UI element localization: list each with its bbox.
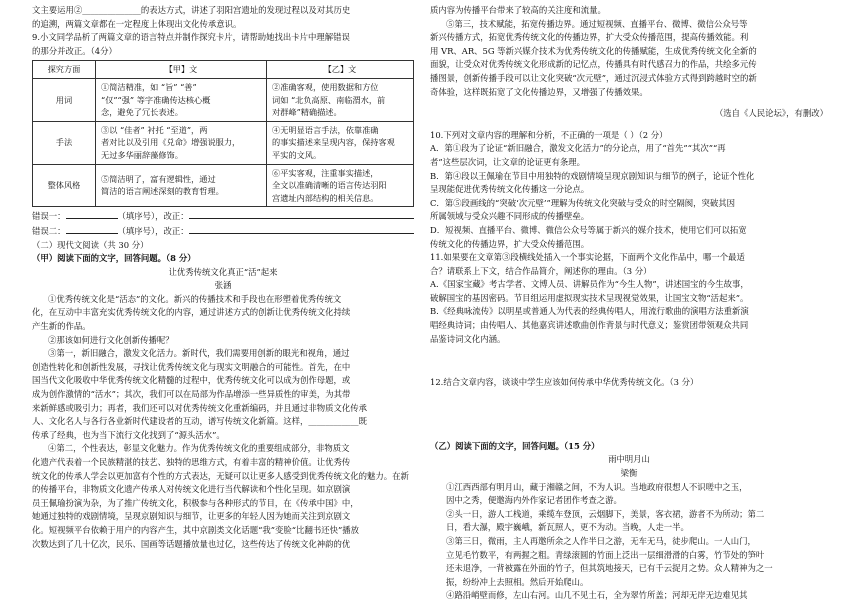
paragraph-line: 新兴传播方式，拓宽优秀传统文化的传播边界，扩大受众传播范围，提高传播效能。利 bbox=[430, 32, 749, 43]
intro-block bbox=[32, 0, 414, 58]
error-line-1 bbox=[32, 209, 414, 224]
question-10: 10.下列对文章内容的理解和分析，不正确的一项是（ ）（2 分） bbox=[430, 129, 668, 140]
paragraph-line: 成为创作激情的“活水”；其次，我们可以在局部为作品增添一些异质性的审美，为其带 bbox=[32, 389, 351, 400]
cell-line: 无过多华丽辞藻修饰。 bbox=[101, 149, 183, 160]
table-row bbox=[33, 78, 414, 121]
paragraph-line: 还未退净，一背被露在外面的竹子，但其筑地接天，已有千云捉月之势。众人精神为之一 bbox=[446, 563, 773, 574]
paragraph-line: ③第三日，微雨，主人再邀所余之人作半日之游，无车无马，徒步爬山。一人山门， bbox=[446, 536, 756, 546]
cell-line: 全文以准确清晰的语言传达羽阳 bbox=[272, 180, 387, 191]
analysis-table bbox=[32, 60, 414, 207]
yi-article-body bbox=[430, 481, 828, 603]
aspect-cell: 手法 bbox=[33, 121, 96, 164]
option-line: 呈现能促进优秀传统文化传播这一分论点。 bbox=[430, 184, 590, 195]
cell-line: “仅”“强” 等字准确传达核心概 bbox=[101, 94, 211, 105]
paragraph-line: ①优秀传统文化是“活态”的文化。新兴的传播技术和手段也在形塑着优秀传统文 bbox=[48, 293, 342, 304]
cell-line: 平实的文风。 bbox=[272, 149, 322, 160]
paragraph-line: 化，在互动中丰富充实优秀传统文化的内容，通过讲述方式的创新让优秀传统文化持续 bbox=[32, 307, 351, 318]
cell-line: 词如 “北负高原、南临渭水，前 bbox=[272, 94, 386, 105]
aspect-cell: 用词 bbox=[33, 78, 96, 121]
article-body-continued bbox=[430, 0, 828, 99]
paragraph-line: 创造性转化和创新性发展，寻找让优秀传统文化与现实文明融合的可能性。首先，在中 bbox=[32, 361, 351, 372]
paragraph-line: 化。短视频平台依赖于用户的内容产生，其中京剧类文化话题“我”变脸“比翻书还快”播放 bbox=[32, 524, 359, 535]
question-9-line: 的那分并改正。（4分） bbox=[32, 45, 117, 56]
yi-cell bbox=[267, 164, 414, 207]
jia-cell bbox=[96, 78, 267, 121]
cell-line: 者对比以及引用《兑命》增强说服力， bbox=[101, 137, 241, 148]
jia-heading: （甲）阅读下面的文字，回答问题。（8 分） bbox=[32, 253, 196, 264]
paragraph-line: 她通过独特的戏剧情境，呈现京剧知识与细节，让更多的年轻人因为她而关注到京剧文 bbox=[32, 511, 351, 522]
paragraph-line: 面貌，让受众对优秀传统文化形成新的记忆点，传播具有时代感召力的作品，共绘多元传 bbox=[430, 59, 757, 70]
paragraph-line: ②头一日，游人工栈道，乘缆车登顶，云烟脚下，美景，客衣裙，游者不为所动；第二 bbox=[446, 508, 765, 519]
answer-blank[interactable] bbox=[189, 224, 414, 234]
paragraph-line: ③第一，新旧融合，激发文化活力。新时代，我们需要用创新的眼光和视角，通过 bbox=[48, 348, 350, 359]
cell-line: ②准确客观，使用数据和方位 bbox=[272, 81, 379, 92]
table-row bbox=[33, 164, 414, 207]
cell-line: 的事实描述来呈现内容，保持客观 bbox=[272, 137, 395, 148]
cell-line: 念，避免了冗长表述。 bbox=[101, 107, 183, 118]
paragraph-line: 人、文化名人与各行各业新时代建设者的互动，谱写传统文化新篇。这样，____________既 bbox=[32, 416, 367, 427]
option-line: D．短视频、直播平台、微博、微信公众号等属于新兴的媒介技术，使用它们可以拓宽 bbox=[430, 224, 747, 235]
paragraph-line: ⑤第三，技术赋能，拓宽传播边界。通过短视频、直播平台、微博、微信公众号等 bbox=[446, 18, 748, 29]
source-note: （选自《人民论坛》，有删改） bbox=[714, 108, 828, 119]
question-11-line: 唱经典诗词；由传唱人、其他嘉宾讲述歌曲创作背景与时代意义；鉴赏团带领观众共同 bbox=[430, 320, 749, 331]
yi-cell bbox=[267, 78, 414, 121]
cell-line: ③以 “佳者” 衬托 “至道”，两 bbox=[101, 124, 208, 135]
paragraph-line: ②那该如何进行文化创新传播呢？ bbox=[48, 334, 174, 345]
paragraph-line: 产生新的作品。 bbox=[32, 321, 91, 332]
cell-line: ⑤简洁明了，富有逻辑性，通过 bbox=[101, 173, 216, 184]
paragraph-line: 次数达到了几十亿次，民乐、国画等话题播放量也过亿，这些传达了传统文化神韵的优 bbox=[32, 538, 351, 549]
yi-article-author: 梁衡 bbox=[620, 468, 638, 479]
intro-line: 文主要运用②______________的表达方式，讲述了羽阳宫遗址的发现过程以及对其历史 bbox=[32, 5, 351, 15]
answer-blank[interactable] bbox=[189, 209, 414, 219]
paragraph-line: 化遗产代表着一个民族精湛的技艺、独特的思维方式，有着丰富的精神价值。让优秀传 bbox=[32, 457, 351, 467]
table-row bbox=[33, 121, 414, 164]
paragraph-line: 因中之秀，便邀海内外作家记者团作考查之游。 bbox=[446, 495, 622, 506]
question-11-line: 11.如果要在文章第③段横线处插入一个事实论据，下面两个文化作品中，哪一个最适 bbox=[430, 252, 745, 263]
paragraph-line: 奇体验，这样既拓宽了文化传播边界，又增强了传播效果。 bbox=[430, 86, 648, 97]
error-line-2 bbox=[32, 224, 414, 239]
cell-line: 宫遗址内部结构的相关信息。 bbox=[272, 192, 379, 203]
paragraph-line: 统文化的传承人学会以更加富有个性的方式表达，无疑可以让更多人感受到优秀传统文化的魅力。在新 bbox=[32, 470, 409, 481]
article-title: 让优秀传统文化真正“活”起来 bbox=[168, 266, 278, 277]
section-heading: （二）现代文阅读（共 30 分） bbox=[32, 239, 149, 250]
question-11 bbox=[430, 251, 828, 346]
question-9-line: 9.小文同学品析了两篇文章的语言特点并制作探究卡片，请帮助她找出卡片中理解错误 bbox=[32, 32, 350, 43]
question-12: 12.结合文章内容，谈谈中学生应该如何传承中华优秀传统文化。（3 分） bbox=[430, 377, 699, 388]
error-label: 错误二： bbox=[32, 225, 66, 236]
question-11-line: 破解国宝的基因密码。节目组运用虚拟现实技术呈现视觉效果，让国宝文物“活起来”。 bbox=[430, 292, 749, 303]
cell-line: ⑥平实客观，注重事实描述， bbox=[272, 167, 379, 178]
paragraph-line: 播图景，创新传播手段可以让文化突破“次元壁”，通过沉浸式体验方式得到跨越时空的新 bbox=[430, 72, 757, 83]
question-10-options bbox=[430, 142, 828, 251]
option-line: A．第①段为了论证“新旧融合，激发文化活力”的分论点，用了“首先”“其次”“再 bbox=[430, 143, 726, 154]
paragraph-line: 立见毛竹数平，有两握之粗。青绿滚圆的竹面上泛出一层细滑滑的白雾，竹节处的笋叶 bbox=[446, 549, 765, 560]
option-line: 所属领域与受众兴趣不同形成的传播壁垒。 bbox=[430, 211, 590, 222]
paragraph-line: ④路沿峭壁而修，左山右河。山几不见土石，全为翠竹所盖；河却无岸无边难见其 bbox=[446, 590, 748, 601]
aspect-cell: 整体风格 bbox=[33, 164, 96, 207]
cell-line: ①简洁精准，如 “旨” “善” bbox=[101, 81, 197, 92]
left-column bbox=[32, 0, 414, 607]
cell-line: ④无明显语言手法，依靠准确 bbox=[272, 124, 379, 135]
question-11-line: 合？请联系上下文，结合作品简介，阐述你的理由。（3 分） bbox=[430, 265, 652, 276]
article-body bbox=[32, 293, 414, 551]
error-label: 错误一： bbox=[32, 211, 66, 222]
question-11-line: A.《国家宝藏》考古学者、文博人员、讲解员作为“今生人物”，讲述国宝的今生故事， bbox=[430, 279, 749, 290]
answer-blank[interactable] bbox=[66, 224, 118, 234]
paragraph-line: 员王佩瑜扮演为杂，为了推广传统文化，积极参与各种形式的节目，在《传承中国》中， bbox=[32, 497, 359, 508]
option-line: C．第⑤段画线的“突破‘次元壁’”理解为传统文化突破与受众的时空隔阂，突破其因 bbox=[430, 197, 736, 208]
paragraph-line: 传承了经典，也为当下流行文化找到了“源头活水”。 bbox=[32, 429, 225, 440]
error-hint: （填序号），改正： bbox=[117, 211, 189, 222]
option-line: 传统文化的传播边界，扩大受众传播范围。 bbox=[430, 238, 590, 249]
paragraph-line: 来新鲜感或吸引力；再者，我们还可以对优秀传统文化重新编码，并且通过非物质文化传承 bbox=[32, 402, 367, 413]
paragraph-line: 的传播平台，非物质文化遗产传承人对传统文化进行当代解读和个性化呈现。如京剧演 bbox=[32, 484, 351, 495]
paragraph-line: ①江西西部有明月山，藏于湘赣之间，不为人识。当地政府很想人不识嗟中之玉， bbox=[446, 481, 748, 492]
yi-heading: （乙）阅读下面的文字，回答问题。（15 分） bbox=[430, 440, 600, 451]
table-header-row bbox=[33, 61, 414, 79]
error-hint: （填序号），改正： bbox=[117, 225, 189, 236]
option-line: B．第④段以王佩瑜在节目中用独特的戏剧情境呈现京剧知识与细节的例子，论证个性化 bbox=[430, 170, 755, 181]
question-11-line: 品鉴诗词文化内涵。 bbox=[430, 333, 506, 344]
table-header-cell: 探究方面 bbox=[33, 61, 96, 79]
paragraph-line: 振，纷纷冲上去照相。然后开始爬山。 bbox=[446, 576, 589, 587]
yi-article-title: 雨中明月山 bbox=[608, 454, 650, 465]
jia-cell bbox=[96, 164, 267, 207]
yi-cell bbox=[267, 121, 414, 164]
cell-line: 简洁的语言阐述深刻的教育哲理。 bbox=[101, 186, 224, 197]
cell-line: 对群峰”精确描述。 bbox=[272, 107, 342, 118]
paragraph-line: 用 VR、AR、5G 等新兴媒介技术为优秀传统文化的传播赋能，生成优秀传统文化全新的 bbox=[430, 45, 757, 56]
paragraph-line: ④第二，个性表达，彰显文化魅力。作为优秀传统文化的重要组成部分，非物质文 bbox=[48, 443, 350, 454]
table-header-cell: 【甲】文 bbox=[96, 61, 267, 79]
answer-blank[interactable] bbox=[66, 209, 118, 219]
right-column bbox=[430, 0, 828, 607]
paragraph-line: 日，看大瀑，殿宇巍峨，新瓦照人，更不为动。当晚，人走一半。 bbox=[446, 522, 689, 533]
option-line: 者”这些层次词，让文章的论证更有条理。 bbox=[430, 156, 586, 167]
paragraph-line: 质内容为传播平台带来了较高的关注度和流量。 bbox=[430, 5, 606, 15]
article-author: 张涵 bbox=[214, 280, 232, 291]
jia-cell bbox=[96, 121, 267, 164]
paragraph-line: 国当代文化吸收中华优秀传统文化精髓的过程中，优秀传统文化可以成为创作母题，或 bbox=[32, 375, 351, 386]
intro-line: 的追溯，两篇文章都在一定程度上体现出文化传承意识。 bbox=[32, 18, 242, 29]
table-header-cell: 【乙】文 bbox=[267, 61, 414, 79]
question-11-line: B.《经典咏流传》以明星或普通人为代表的经典传唱人，用流行歌曲的演唱方法重新演 bbox=[430, 306, 749, 317]
